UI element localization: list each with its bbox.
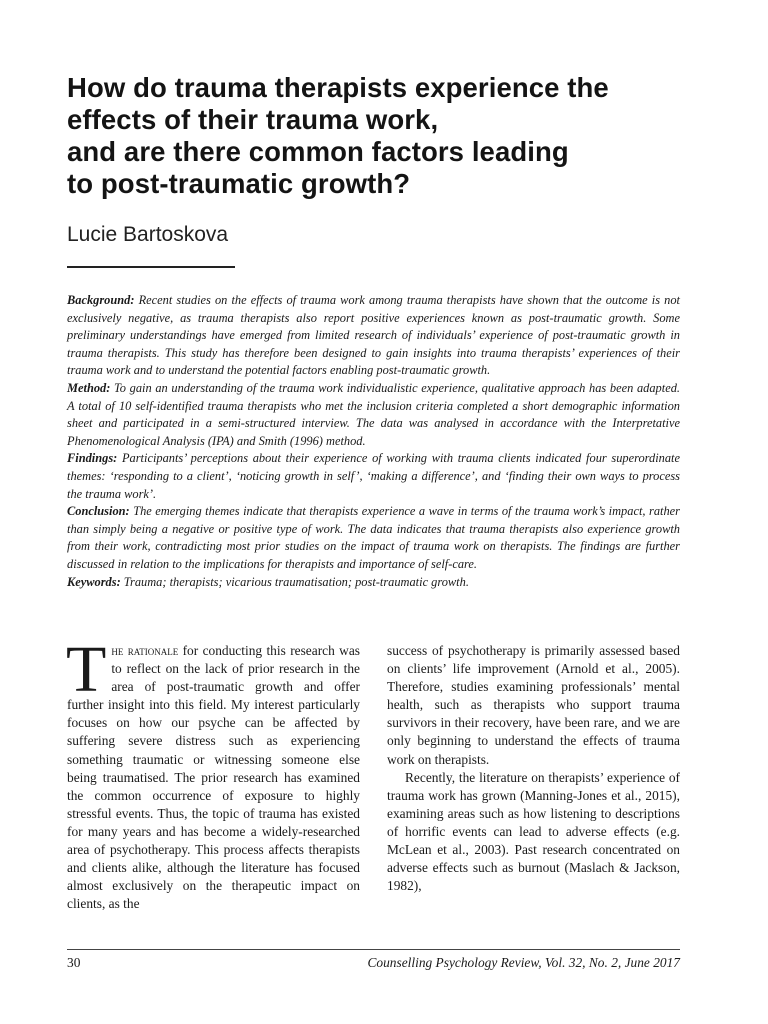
page-number: 30 xyxy=(67,955,81,970)
abstract-method xyxy=(67,380,680,450)
abstract-conclusion xyxy=(67,503,680,573)
method-label: Method: xyxy=(67,380,111,395)
abstract-background xyxy=(67,292,680,380)
method-text: To gain an understanding of the trauma work individualistic experience, qualitative approach has been adapted. A total of 10 self-identified trauma therapists who met the inclusion criteria completed a short demographic information sheet and participated in a semi-structured interview. The data was analysed in accordance with the Interpretative Phenomenological Analysis (IPA) and Smith (1996) method. xyxy=(67,380,680,448)
body-paragraph xyxy=(66,633,360,913)
body-text: for conducting this research was to reflect on the lack of prior research in the area of post-traumatic growth and offer further insight into this field. My interest particularly focuses on how our psyche can be affected by suffering severe distress such as experiencing something traumatic or witnessing someone else being traumatised. The prior research has examined the common occurrence of exposure to highly stressful events. Thus, the topic of trauma has existed for many years and has become a widely-researched area of psychotherapy. This process affects therapists and clients alike, although the literature has focused almost exclusively on the therapeutic impact on clients, as the xyxy=(67,643,360,912)
author-divider xyxy=(67,266,235,268)
abstract-findings xyxy=(67,450,680,503)
body-paragraph: success of psychotherapy is primarily assessed based on clients’ life improvement (Arnold et al., 2005). Therefore, studies examining professionals’ mental health, such as therapists who support trauma survivors in their recovery, have been rare, and we are only beginning to understand the effects of trauma work on therapists. xyxy=(387,643,680,767)
findings-text: Participants’ perceptions about their experience of working with trauma clients indicated four superordinate themes: ‘responding to a client’, ‘noticing growth in self’, ‘making a difference’, and ‘finding their own ways to process the trauma work’. xyxy=(67,451,680,501)
title-line: and are there common factors leading xyxy=(67,136,569,167)
keywords-label: Keywords: xyxy=(67,574,121,589)
conclusion-label: Conclusion: xyxy=(67,504,130,519)
author-name: Lucie Bartoskova xyxy=(67,223,229,246)
abstract xyxy=(67,292,680,591)
conclusion-text: The emerging themes indicate that therapists experience a wave in terms of the trauma work’s impact, rather than simply being a negative or positive type of work. The data indicates that trauma therapists also experience growth from their work, contradicting most prior studies on the impact of trauma work on therapists. The findings are further discussed in relation to the implications for therapists and importance of self-care. xyxy=(67,504,680,571)
journal-citation: Counselling Psychology Review, Vol. 32, No. 2, June 2017 xyxy=(367,955,680,970)
body-column-left xyxy=(66,633,360,913)
keywords-text: Trauma; therapists; vicarious traumatisation; post-traumatic growth. xyxy=(120,574,469,589)
drop-cap: T xyxy=(66,633,107,706)
background-label: Background: xyxy=(67,293,135,307)
lead-in-smallcaps: he rationale xyxy=(111,643,179,658)
title-line: to post-traumatic growth? xyxy=(67,168,411,199)
article-title xyxy=(67,72,707,200)
title-line: effects of their trauma work, xyxy=(67,104,439,135)
background-text: Recent studies on the effects of trauma work among trauma therapists have shown that the outcome is not exclusively negative, as trauma therapists also report positive experiences known as post-traumatic growth. Some preliminary understandings have emerged from limited research of individuals’ experience of post-traumatic growth in trauma therapists. This study has therefore been designed to gain insights into trauma therapists’ experiences of their trauma work and to understand the potential factors enabling post-traumatic growth. xyxy=(67,293,680,378)
abstract-keywords xyxy=(67,574,680,592)
title-line: How do trauma therapists experience the xyxy=(67,72,609,103)
findings-label: Findings: xyxy=(67,451,118,466)
footer-divider xyxy=(67,949,680,950)
body-column-right xyxy=(387,642,680,895)
body-paragraph: Recently, the literature on therapists’ experience of trauma work has grown (Manning-Jones et al., 2015), examining areas such as how listening to descriptions of horrific events can lead to adverse effects (e.g. McLean et al., 2003). Past research concentrated on adverse effects such as burnout (Maslach & Jackson, 1982), xyxy=(387,769,680,894)
